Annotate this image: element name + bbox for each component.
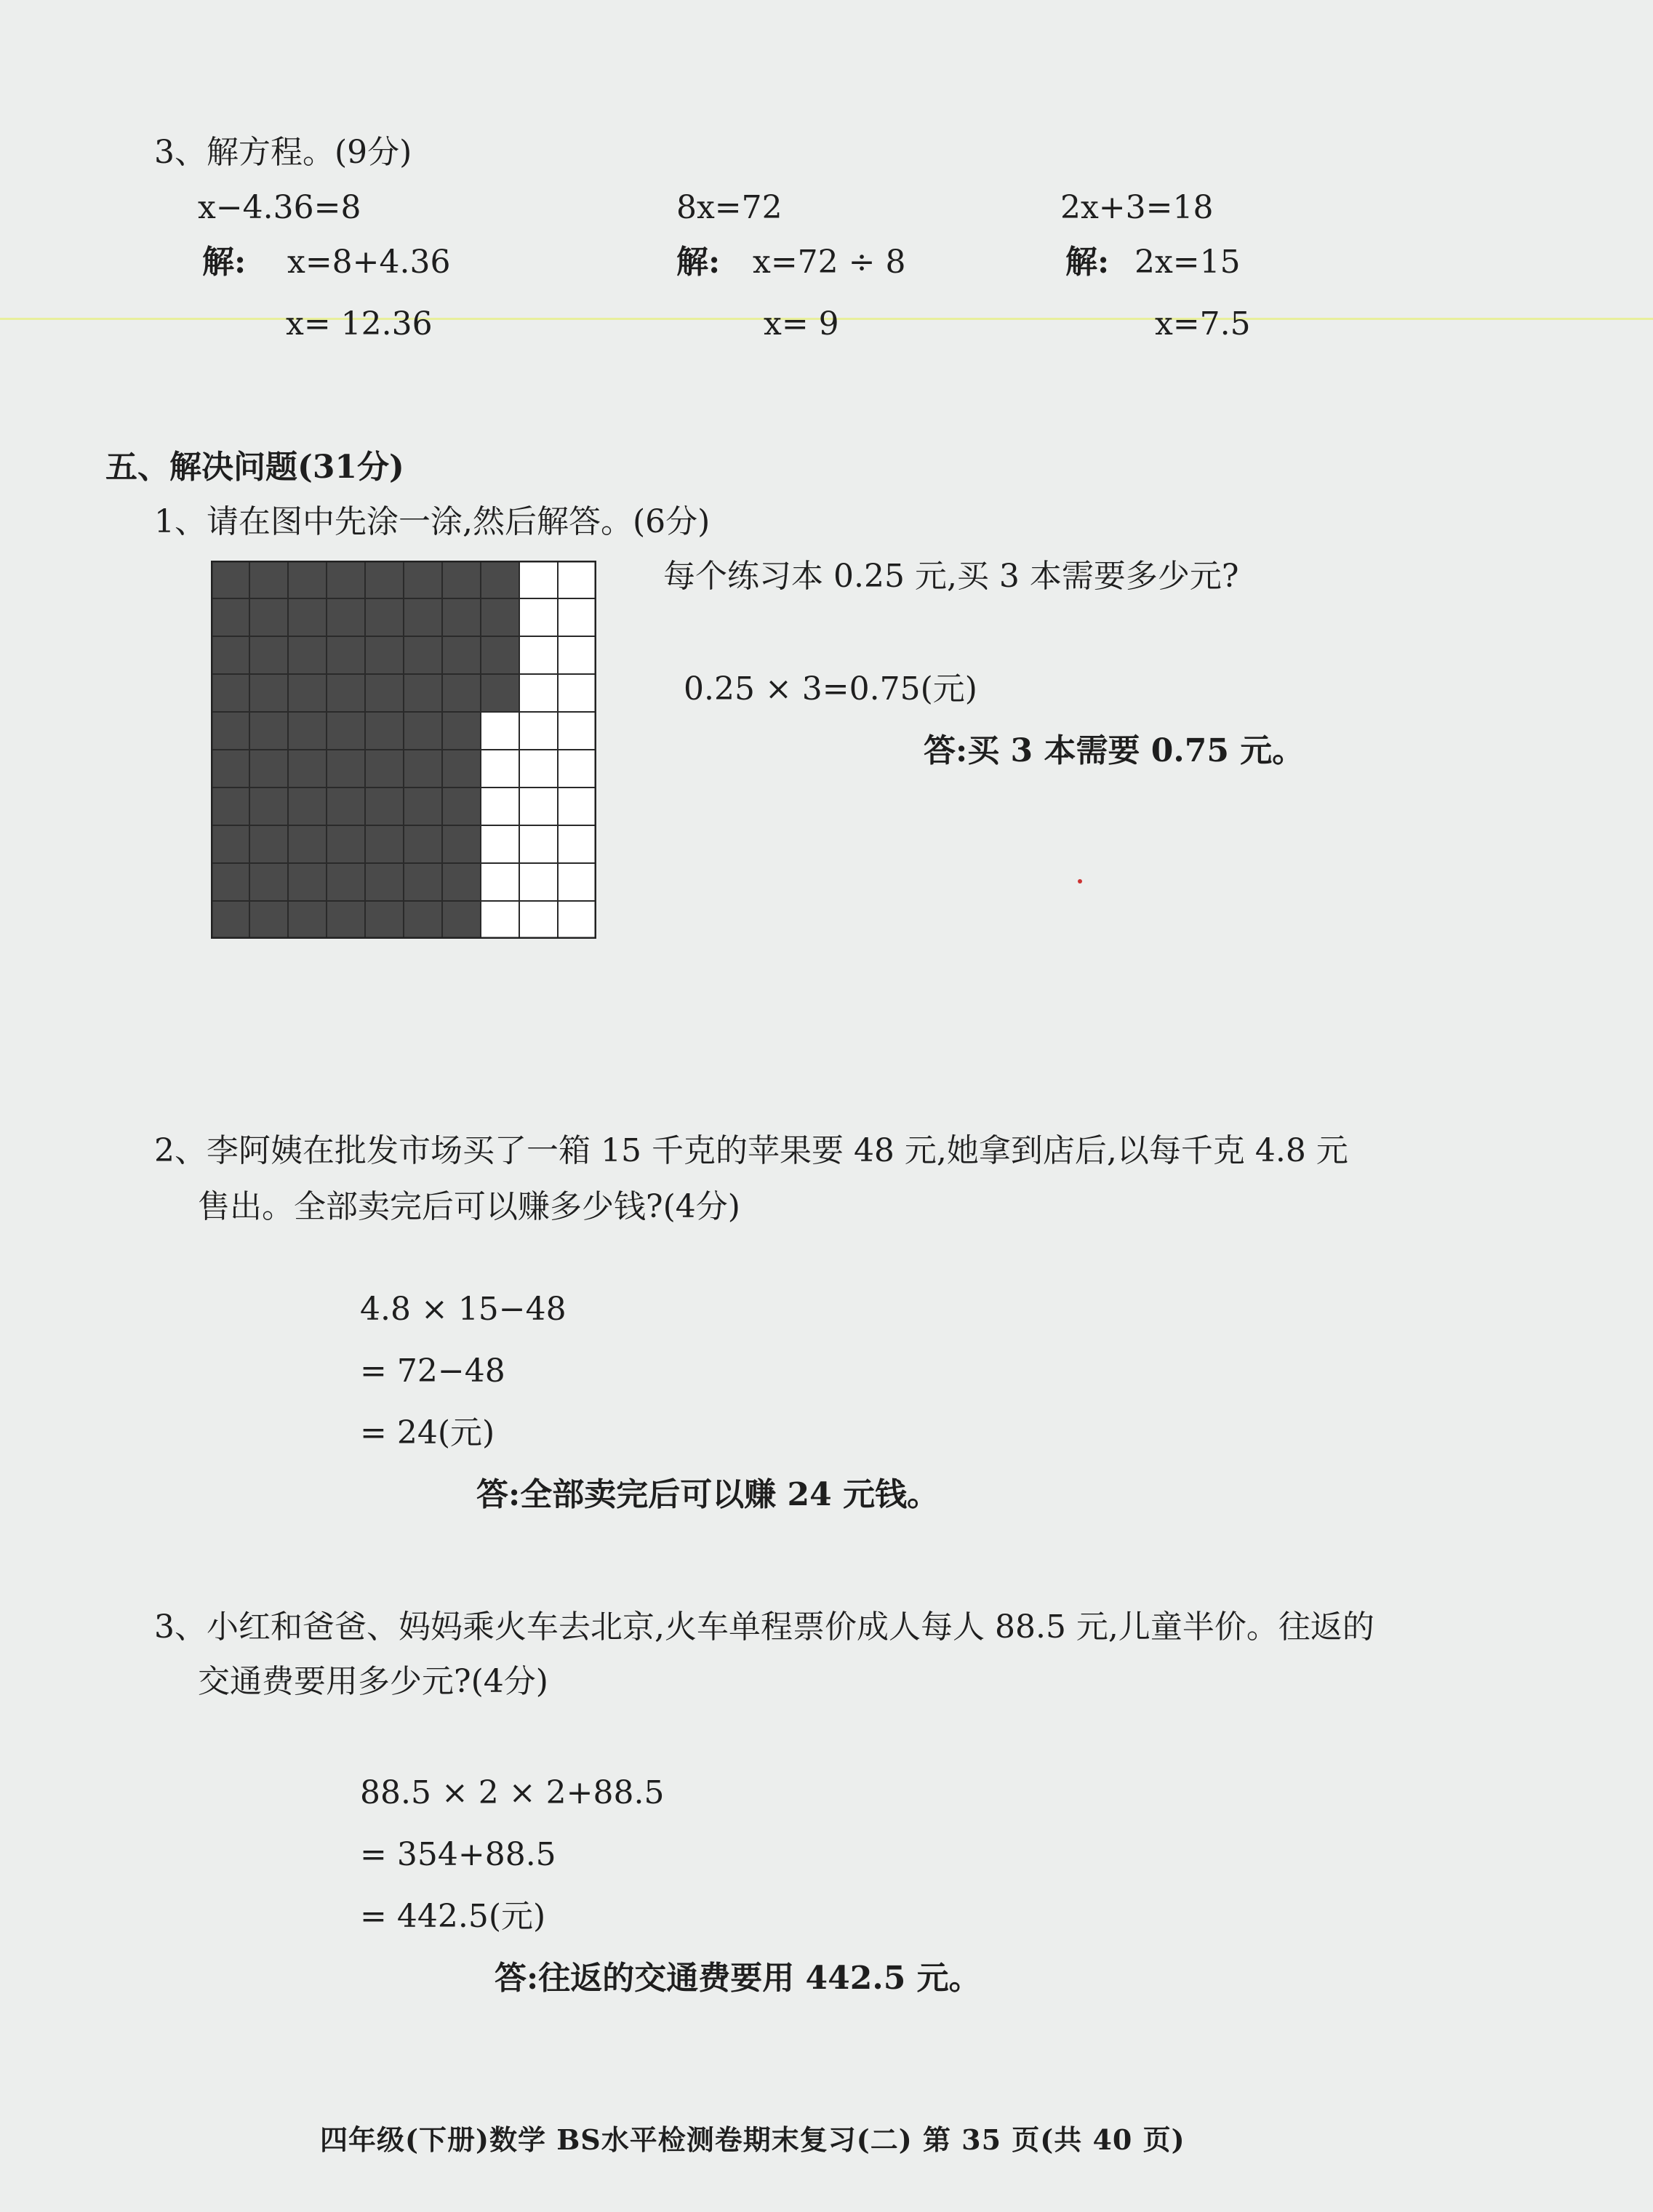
grid-cell-empty [519, 636, 558, 674]
grid-cell-shaded [327, 788, 365, 825]
grid-cell-shaded [288, 636, 327, 674]
grid-cell-shaded [327, 636, 365, 674]
equation-1-step1: x=8+4.36 [287, 244, 451, 281]
grid-cell-empty [481, 712, 519, 750]
grid-cell-shaded [249, 825, 288, 863]
grid-cell-shaded [404, 598, 442, 636]
grid-cell-shaded [365, 598, 404, 636]
grid-cell-shaded [249, 863, 288, 901]
grid-cell-empty [558, 825, 596, 863]
equation-1-solve-label: 解: [202, 244, 247, 281]
grid-cell-shaded [442, 863, 481, 901]
q1-question: 每个练习本 0.25 元,买 3 本需要多少元? [663, 558, 1239, 595]
grid-cell-empty [558, 712, 596, 750]
grid-cell-shaded [211, 825, 249, 863]
grid-cell-empty [481, 901, 519, 939]
grid-cell-shaded [481, 598, 519, 636]
grid-cell-shaded [211, 901, 249, 939]
section-5-title: 五、解决问题(31分) [105, 449, 404, 486]
grid-cell-empty [481, 788, 519, 825]
grid-cell-shaded [481, 561, 519, 598]
q2-answer: 答:全部卖完后可以赚 24 元钱。 [476, 1476, 940, 1513]
grid-cell-empty [519, 712, 558, 750]
equation-3-step2: x=7.5 [1155, 305, 1251, 342]
grid-cell-shaded [327, 598, 365, 636]
grid-cell-shaded [442, 598, 481, 636]
grid-cell-shaded [249, 901, 288, 939]
grid-cell-shaded [442, 561, 481, 598]
grid-cell-shaded [404, 863, 442, 901]
grid-cell-shaded [211, 561, 249, 598]
grid-cell-shaded [211, 598, 249, 636]
grid-cell-shaded [442, 825, 481, 863]
red-ink-dot [1078, 879, 1082, 883]
grid-cell-empty [481, 750, 519, 788]
grid-cell-shaded [365, 750, 404, 788]
grid-cell-shaded [365, 825, 404, 863]
grid-cell-shaded [288, 712, 327, 750]
grid-cell-shaded [365, 674, 404, 712]
grid-cell-empty [558, 674, 596, 712]
grid-cell-empty [519, 825, 558, 863]
equation-3-problem: 2x+3=18 [1060, 189, 1214, 226]
grid-cell-empty [519, 863, 558, 901]
grid-cell-shaded [327, 863, 365, 901]
grid-cell-shaded [211, 636, 249, 674]
grid-cell-shaded [404, 712, 442, 750]
grid-cell-shaded [327, 901, 365, 939]
equation-3-step1: 2x=15 [1134, 244, 1241, 281]
grid-cell-shaded [442, 712, 481, 750]
grid-cell-shaded [442, 636, 481, 674]
grid-cell-empty [519, 750, 558, 788]
grid-cell-empty [558, 901, 596, 939]
grid-cell-shaded [249, 636, 288, 674]
grid-cell-shaded [365, 901, 404, 939]
grid-cell-shaded [404, 901, 442, 939]
grid-cell-shaded [327, 561, 365, 598]
grid-cell-shaded [249, 674, 288, 712]
grid-cell-empty [558, 750, 596, 788]
q3-equations-title: 3、解方程。(9分) [154, 134, 412, 171]
grid-cell-shaded [327, 750, 365, 788]
q1-title: 1、请在图中先涂一涂,然后解答。(6分) [154, 503, 711, 540]
grid-cell-shaded [404, 674, 442, 712]
grid-cell-shaded [442, 750, 481, 788]
grid-cell-shaded [288, 750, 327, 788]
q1-answer: 答:买 3 本需要 0.75 元。 [924, 732, 1305, 769]
grid-cell-shaded [442, 901, 481, 939]
grid-cell-empty [558, 561, 596, 598]
q3-work-line2: = 354+88.5 [360, 1836, 556, 1873]
grid-cell-shaded [481, 636, 519, 674]
grid-cell-shaded [249, 712, 288, 750]
grid-cell-shaded [442, 788, 481, 825]
grid-cell-shaded [288, 863, 327, 901]
equation-2-step2: x= 9 [764, 305, 839, 342]
grid-cell-shaded [365, 636, 404, 674]
grid-cell-shaded [404, 825, 442, 863]
grid-cell-empty [519, 788, 558, 825]
grid-cell-shaded [249, 788, 288, 825]
grid-cell-empty [481, 825, 519, 863]
grid-cell-empty [558, 598, 596, 636]
equation-2-step1: x=72 ÷ 8 [753, 244, 906, 281]
q2-text-line2: 售出。全部卖完后可以赚多少钱?(4分) [198, 1188, 740, 1225]
grid-cell-shaded [288, 674, 327, 712]
equation-2-problem: 8x=72 [676, 189, 783, 226]
grid-cell-empty [481, 863, 519, 901]
grid-cell-shaded [404, 788, 442, 825]
grid-cell-empty [558, 863, 596, 901]
grid-cell-shaded [404, 561, 442, 598]
grid-cell-shaded [327, 674, 365, 712]
grid-cell-shaded [327, 825, 365, 863]
grid-cell-shaded [365, 712, 404, 750]
equation-3-solve-label: 解: [1065, 244, 1110, 281]
grid-cell-shaded [249, 561, 288, 598]
grid-cell-shaded [404, 750, 442, 788]
grid-cell-shaded [211, 674, 249, 712]
grid-cell-shaded [404, 636, 442, 674]
q3-work-line3: = 442.5(元) [360, 1898, 546, 1935]
grid-cell-shaded [211, 712, 249, 750]
grid-cell-shaded [481, 674, 519, 712]
grid-cell-shaded [365, 863, 404, 901]
grid-cell-shaded [365, 561, 404, 598]
q3-text-line2: 交通费要用多少元?(4分) [198, 1663, 548, 1700]
q2-work-line1: 4.8 × 15−48 [360, 1291, 567, 1328]
page-footer: 四年级(下册)数学 BS水平检测卷期末复习(二) 第 35 页(共 40 页) [320, 2123, 1185, 2156]
grid-cell-empty [519, 598, 558, 636]
grid-cell-shaded [288, 788, 327, 825]
grid-cell-shaded [211, 750, 249, 788]
q3-work-line1: 88.5 × 2 × 2+88.5 [360, 1774, 665, 1811]
grid-cell-empty [519, 901, 558, 939]
grid-cell-empty [558, 788, 596, 825]
q3-text-line1: 3、小红和爸爸、妈妈乘火车去北京,火车单程票价成人每人 88.5 元,儿童半价。往返的 [154, 1608, 1374, 1646]
grid-cell-shaded [288, 825, 327, 863]
grid-cell-shaded [211, 863, 249, 901]
grid-cell-shaded [288, 901, 327, 939]
grid-cell-empty [558, 636, 596, 674]
equation-1-step2: x= 12.36 [286, 305, 433, 342]
grid-cell-shaded [365, 788, 404, 825]
equation-1-problem: x−4.36=8 [198, 189, 361, 226]
q3-answer: 答:往返的交通费要用 442.5 元。 [495, 1960, 981, 1997]
grid-cell-empty [519, 674, 558, 712]
equation-2-solve-label: 解: [676, 244, 721, 281]
grid-cell-shaded [327, 712, 365, 750]
grid-cell-shaded [211, 788, 249, 825]
grid-cell-shaded [288, 561, 327, 598]
q2-work-line3: = 24(元) [360, 1414, 495, 1451]
q1-work: 0.25 × 3=0.75(元) [684, 670, 977, 708]
hundred-square-grid [211, 561, 596, 939]
grid-cell-shaded [288, 598, 327, 636]
grid-cell-empty [519, 561, 558, 598]
grid-cell-shaded [249, 750, 288, 788]
grid-cell-shaded [249, 598, 288, 636]
q2-work-line2: = 72−48 [360, 1353, 505, 1390]
grid-cell-shaded [442, 674, 481, 712]
q2-text-line1: 2、李阿姨在批发市场买了一箱 15 千克的苹果要 48 元,她拿到店后,以每千克 4.8 元 [154, 1132, 1348, 1169]
